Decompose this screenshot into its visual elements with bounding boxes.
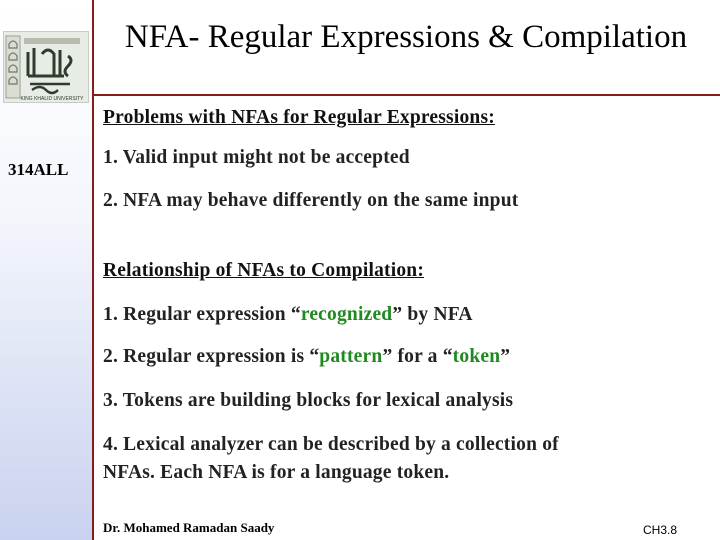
footer-page-number: CH3.8 [643,523,678,537]
item2-text-mid: ” for a “ [382,346,453,367]
horizontal-rule [92,94,720,96]
slide-title: NFA- Regular Expressions & Compilation [124,19,688,55]
section1-heading: Problems with NFAs for Regular Expressions: [103,107,495,128]
item2-highlight-pattern: pattern [319,346,383,367]
item1-highlight-recognized: recognized [300,304,393,325]
section2-item-1 [103,304,473,326]
course-code: 314ALL [8,160,69,179]
logo-caption: KING KHALID UNIVERSITY [20,96,84,102]
section2-item-2 [103,346,510,368]
logo-emblem [4,32,88,102]
item2-text-post: ” [500,346,511,367]
item2-text-pre: 2. Regular expression is “ [103,346,320,367]
item2-highlight-token: token [452,346,501,367]
section2-heading: Relationship of NFAs to Compilation: [103,260,425,281]
section1-item-1: 1. Valid input might not be accepted [103,147,410,168]
item1-text-pre: 1. Regular expression “ [103,304,301,325]
section2-item-3: 3. Tokens are building blocks for lexical analysis [103,390,514,411]
section2-item-4-line-1: 4. Lexical analyzer can be described by a collection of [103,434,559,455]
section2-item-4-line-2: NFAs. Each NFA is for a language token. [103,462,450,483]
section1-item-2: 2. NFA may behave differently on the same input [103,190,519,211]
item1-text-post: ” by NFA [392,304,473,325]
footer-author: Dr. Mohamed Ramadan Saady [103,520,275,535]
university-logo [3,31,89,103]
vertical-rule [92,0,94,540]
